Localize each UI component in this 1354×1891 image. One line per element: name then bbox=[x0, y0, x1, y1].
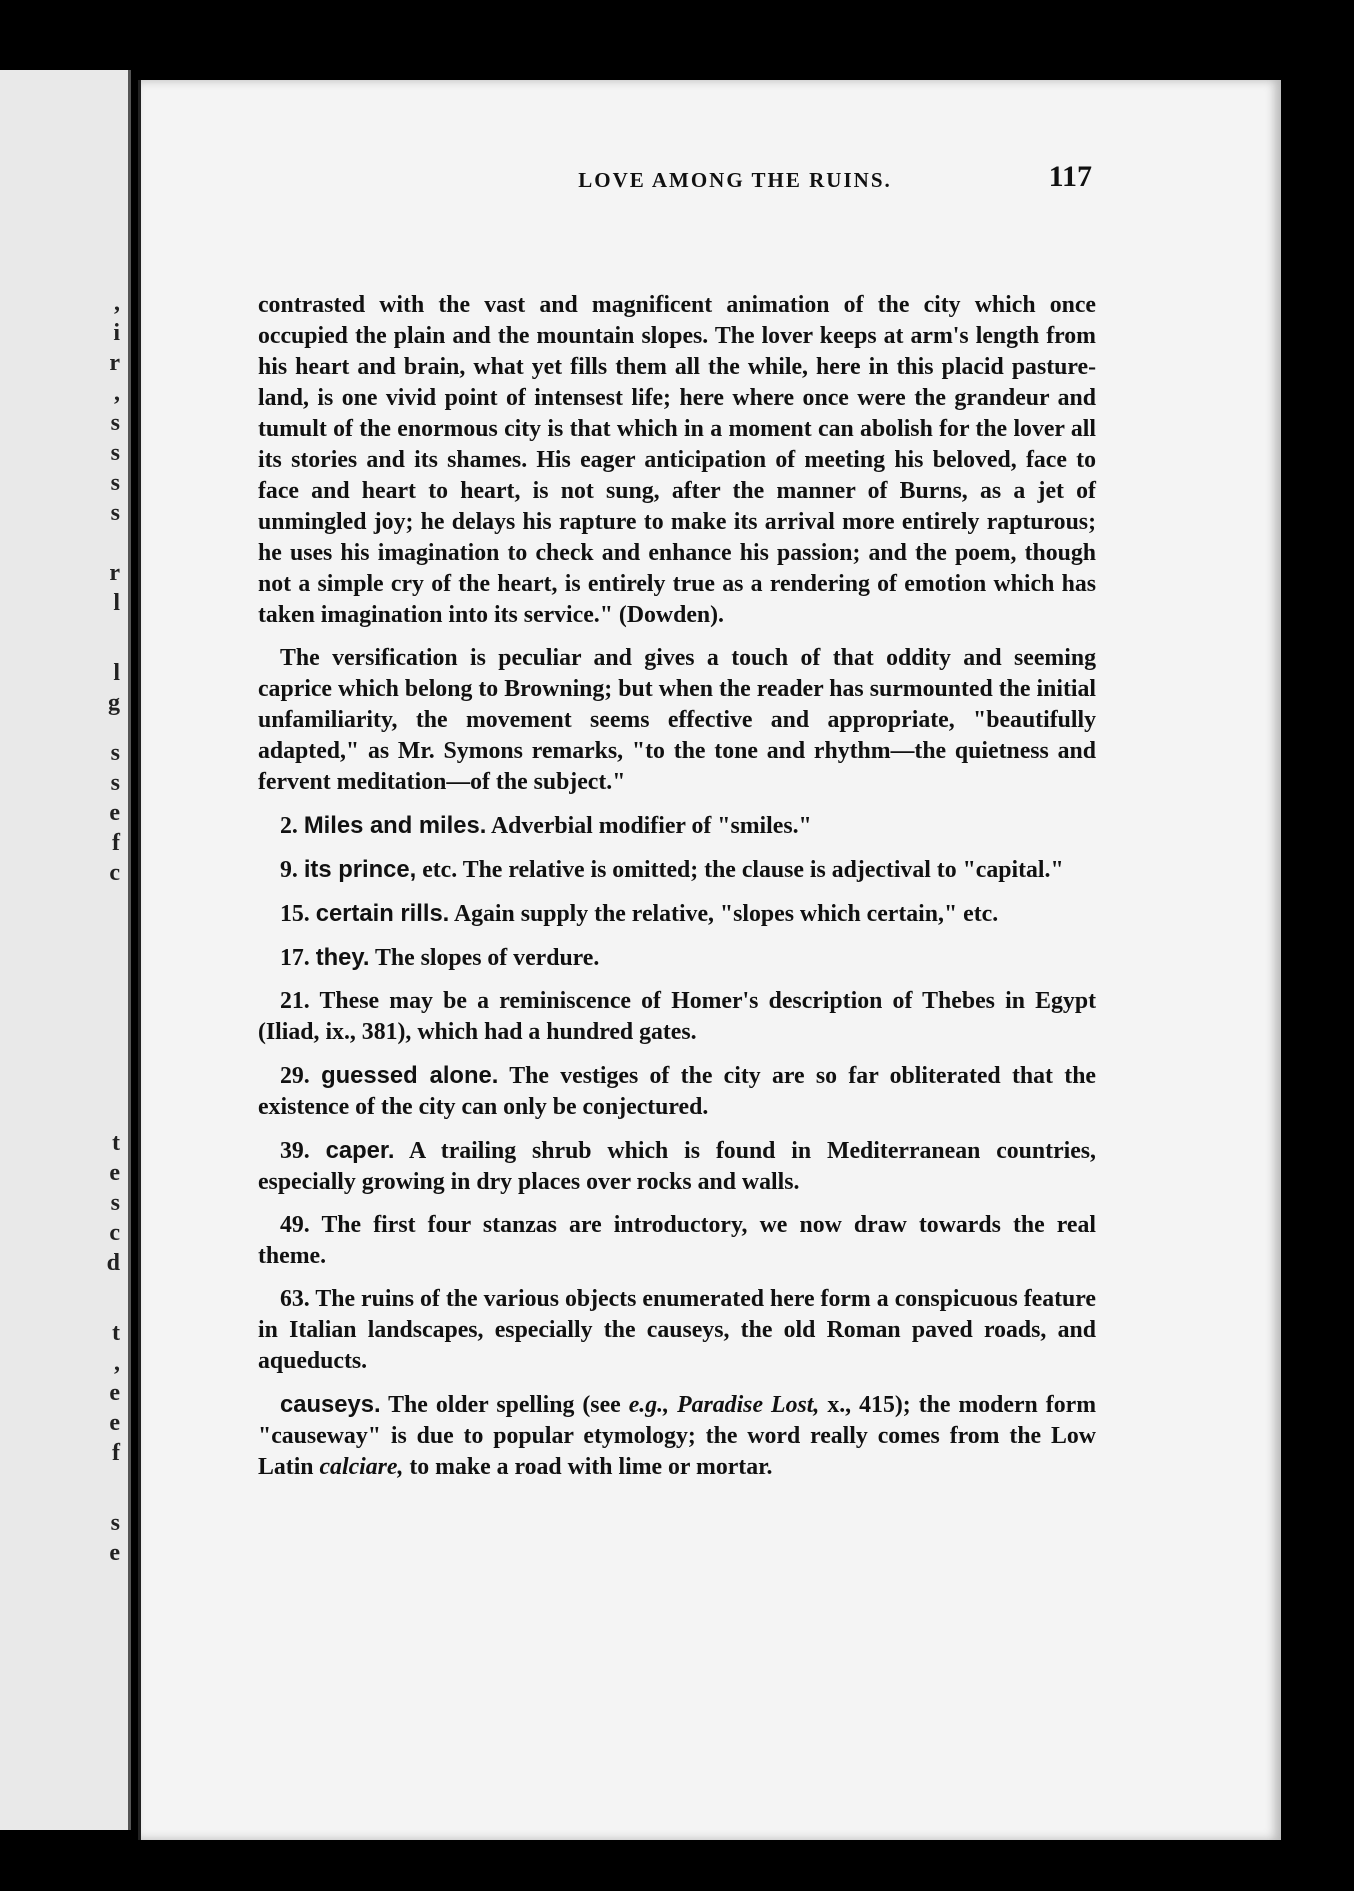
note-number: 2. bbox=[280, 813, 298, 839]
left-page-edge-letter: s bbox=[110, 1190, 120, 1216]
note-text: The first four stanzas are introductory, we now draw towards the real theme. bbox=[258, 1212, 1096, 1269]
page-number: 117 bbox=[1048, 160, 1092, 193]
left-page-edge-letter: , bbox=[114, 380, 120, 406]
left-page-edge-letter: s bbox=[110, 770, 120, 796]
note-number: 9. bbox=[280, 857, 298, 883]
note-number: 49. bbox=[280, 1212, 310, 1238]
left-page-edge-letter: l bbox=[113, 590, 120, 616]
note-number: 15. bbox=[280, 901, 310, 927]
note-text: Adverbial modifier of "smiles." bbox=[490, 813, 812, 839]
note-text: A trailing shrub which is found in Mediterranean countries, especially growing in dry places over rocks and walls. bbox=[258, 1138, 1097, 1195]
note-text: The ruins of the various objects enumerated here form a conspicuous feature in Italian landscapes, especially the causeys, the old Roman paved roads, and aqueducts. bbox=[258, 1286, 1096, 1374]
left-page-edge-letter: s bbox=[110, 440, 120, 466]
note bbox=[258, 854, 1096, 886]
left-page-edge-letter: s bbox=[110, 500, 120, 526]
latin-word: calciare, bbox=[319, 1454, 404, 1480]
left-page-edge-letter: g bbox=[108, 690, 120, 716]
left-page-edge-letter: e bbox=[109, 1380, 120, 1406]
left-page-edge-letter: l bbox=[113, 660, 120, 686]
left-page-edge-letter: t bbox=[112, 1320, 120, 1346]
note-text: These may be a reminiscence of Homer's description of Thebes in Egypt (Iliad, ix., 381), which had a hundred gates. bbox=[258, 988, 1096, 1045]
note-lemma: guessed alone. bbox=[321, 1062, 499, 1089]
note-lemma: they. bbox=[315, 944, 370, 971]
left-page-edge-letter: i bbox=[113, 320, 120, 346]
left-page-edge-letter: e bbox=[109, 1160, 120, 1186]
left-page-edge bbox=[0, 70, 131, 1830]
left-page-edge-letter: s bbox=[110, 740, 120, 766]
note-number: 17. bbox=[280, 945, 310, 971]
left-page-edge-letter: c bbox=[109, 1220, 120, 1246]
running-title: LOVE AMONG THE RUINS. bbox=[578, 168, 892, 192]
note-causeys bbox=[258, 1389, 1096, 1483]
left-page-edge-letter: t bbox=[112, 1130, 120, 1156]
left-page-edge-letter: , bbox=[114, 1350, 120, 1376]
paragraph: The versification is peculiar and gives a touch of that oddity and seeming caprice which belong to Browning; but when the reader has surmounted the initial unfamiliarity, the movement seems effective and appropriate, "beautifully adapted," as Mr. Symons remarks, "to the tone and rhythm—the quietness and fervent meditation—of the subject." bbox=[258, 645, 1096, 795]
left-page-edge-letter: s bbox=[110, 1510, 120, 1536]
note-text: The older spelling (see bbox=[388, 1392, 621, 1418]
note-text: The vestiges of the city are so far obliterated that the existence of the city can only be conjectured. bbox=[258, 1063, 1096, 1120]
note bbox=[258, 1135, 1096, 1198]
left-page-edge-letter: r bbox=[109, 560, 120, 586]
note-lemma: causeys. bbox=[280, 1391, 381, 1418]
work-title: Paradise Lost, bbox=[677, 1392, 820, 1418]
note bbox=[258, 1284, 1096, 1377]
left-page-edge-letter: f bbox=[112, 1440, 120, 1466]
left-page-edge-letter: s bbox=[110, 470, 120, 496]
left-page-edge-letter: d bbox=[106, 1250, 120, 1276]
left-page-edge-letter: c bbox=[109, 860, 120, 886]
note-number: 21. bbox=[280, 988, 310, 1014]
note-text: etc. The relative is omitted; the clause is adjectival to "capital." bbox=[422, 857, 1064, 883]
note-number: 39. bbox=[280, 1138, 310, 1164]
note-text: Again supply the relative, "slopes which certain," etc. bbox=[453, 901, 999, 927]
note-lemma: caper. bbox=[325, 1137, 395, 1164]
left-page-edge-letter: e bbox=[109, 1540, 120, 1566]
note-lemma: Miles and miles. bbox=[303, 812, 487, 839]
left-page-edge-letter: e bbox=[109, 1410, 120, 1436]
note bbox=[258, 1060, 1096, 1123]
note bbox=[258, 942, 1096, 974]
note bbox=[258, 986, 1096, 1048]
note-text: The slopes of verdure. bbox=[375, 945, 600, 971]
note-number: 29. bbox=[280, 1063, 310, 1089]
note-text: to make a road with lime or mortar. bbox=[409, 1454, 773, 1480]
left-page-edge-letter: s bbox=[110, 410, 120, 436]
note-number: 63. bbox=[280, 1286, 310, 1312]
left-page-edge-letter: , bbox=[114, 290, 120, 316]
note bbox=[258, 1210, 1096, 1272]
note-text: x., 415); the modern form "causeway" is due to popular etymology; the word really comes from the Low Latin bbox=[258, 1392, 1097, 1480]
left-page-edge-letter: r bbox=[109, 350, 120, 376]
note bbox=[258, 898, 1096, 930]
abbrev-eg: e.g., bbox=[628, 1392, 670, 1418]
note-lemma: certain rills. bbox=[315, 900, 450, 927]
left-page-edge-letter: f bbox=[112, 830, 120, 856]
paragraph: contrasted with the vast and magnificent animation of the city which once occupied the plain and the mountain slopes. The lover keeps at arm's length from his heart and brain, what yet fills them all the while, here in this placid pasture-land, is one vivid point of intensest life; here where once were the grandeur and tumult of the enormous city is that which in a moment can abolish for the lover all its stories and its shames. His eager anticipation of meeting his beloved, face to face and heart to heart, is not sung, after the manner of Burns, as a jet of unmingled joy; he delays his rapture to make its arrival more entirely rapturous; he uses his imagination to check and enhance his passion; and the poem, though not a simple cry of the heart, is entirely true as a rendering of emotion which has taken imagination into its service." (Dowden). bbox=[258, 292, 1096, 628]
page-header bbox=[378, 160, 1092, 200]
left-page-edge-letter: e bbox=[109, 800, 120, 826]
note-lemma: its prince, bbox=[303, 856, 417, 883]
page-body bbox=[258, 290, 1096, 1495]
note bbox=[258, 810, 1096, 842]
